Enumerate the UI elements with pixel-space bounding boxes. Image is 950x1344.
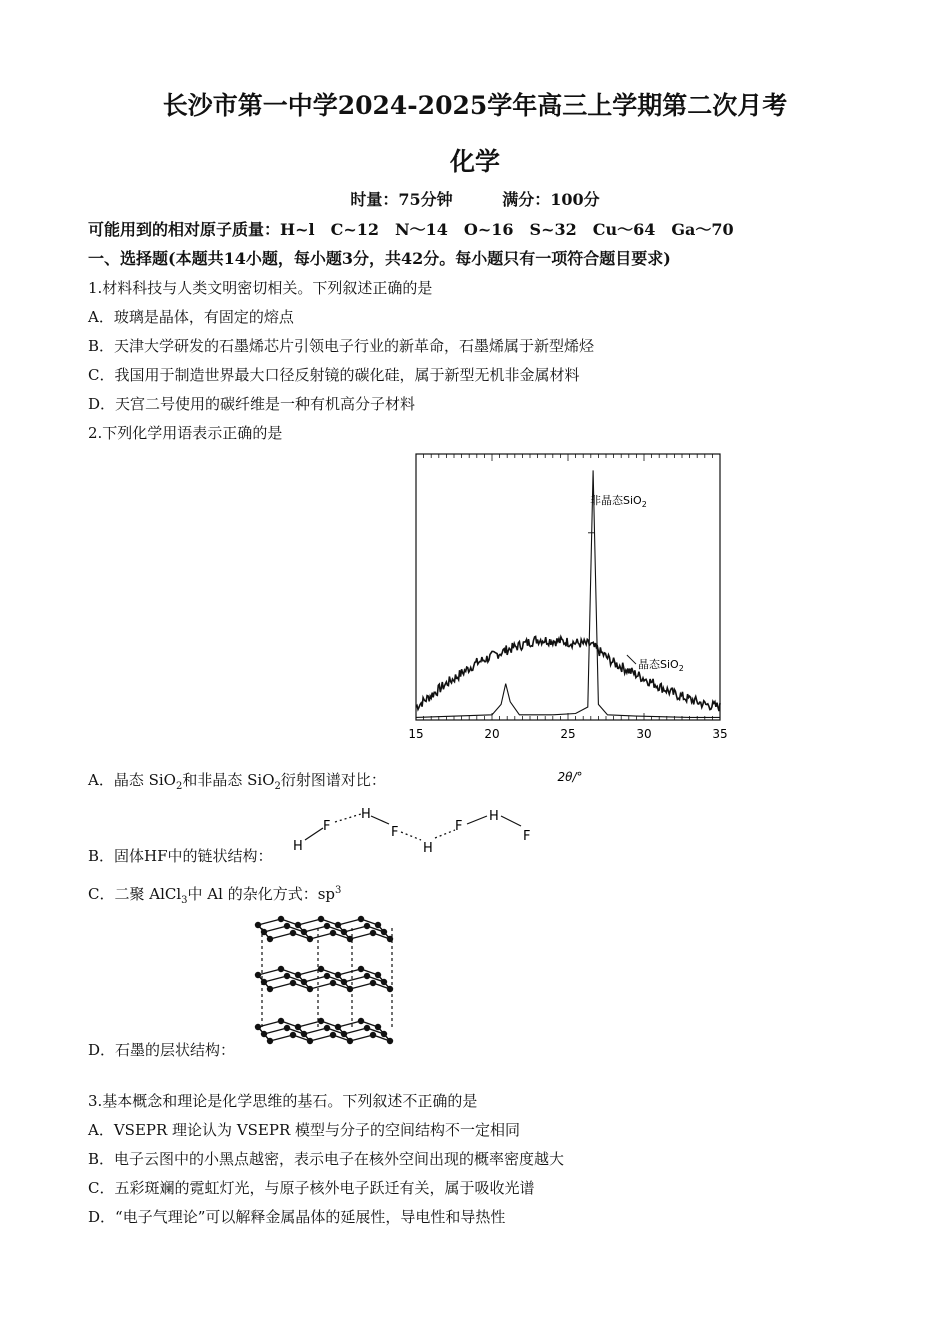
carbon-atom — [295, 1024, 301, 1030]
carbon-atom — [387, 936, 393, 942]
carbon-atom — [267, 936, 273, 942]
c-c-bond — [310, 983, 333, 989]
carbon-atom — [364, 1025, 370, 1031]
hf-atom: H — [423, 841, 433, 856]
carbon-atom — [381, 979, 387, 985]
c-c-bond — [270, 933, 293, 939]
carbon-atom — [278, 1018, 284, 1024]
c-c-bond — [344, 1028, 367, 1034]
carbon-atom — [295, 972, 301, 978]
hf-atom: F — [323, 819, 331, 834]
hf-atom: F — [523, 829, 531, 844]
carbon-atom — [335, 922, 341, 928]
carbon-atom — [318, 1018, 324, 1024]
hf-chain-structure — [285, 800, 545, 860]
carbon-atom — [278, 916, 284, 922]
carbon-atom — [267, 986, 273, 992]
graphite-structure — [240, 906, 405, 1046]
section-heading: 一、选择题(本题共14小题，每小题3分，共42分。每小题只有一项符合题目要求) — [88, 249, 671, 268]
carbon-atom — [318, 916, 324, 922]
carbon-atom — [330, 1032, 336, 1038]
carbon-atom — [347, 1038, 353, 1044]
carbon-atom — [370, 930, 376, 936]
exam-score: 满分：100分 — [502, 190, 600, 209]
carbon-atom — [261, 1031, 267, 1037]
x-tick-label: 20 — [484, 727, 500, 741]
carbon-atom — [370, 980, 376, 986]
q1-option-b: B．天津大学研发的石墨烯芯片引领电子行业的新革命，石墨烯属于新型烯烃 — [88, 337, 595, 355]
q3-stem: 3.基本概念和理论是化学思维的基石。下列叙述不正确的是 — [88, 1092, 478, 1110]
c-c-bond — [258, 919, 281, 925]
xrd-chart — [400, 448, 740, 786]
series-crystal-line — [416, 470, 720, 717]
carbon-atom — [301, 1031, 307, 1037]
carbon-atom — [324, 1025, 330, 1031]
carbon-atom — [324, 973, 330, 979]
c-c-bond — [264, 976, 287, 982]
c-c-bond — [304, 926, 327, 932]
exam-title: 长沙市第一中学2024-2025学年高三上学期第二次月考 — [162, 91, 788, 120]
carbon-atom — [255, 972, 261, 978]
q2-option-d: D．石墨的层状结构： — [88, 1041, 236, 1059]
carbon-atom — [301, 979, 307, 985]
carbon-atom — [335, 1024, 341, 1030]
c-c-bond — [298, 919, 321, 925]
carbon-atom — [364, 923, 370, 929]
c-c-bond — [264, 1028, 287, 1034]
x-tick-label: 25 — [560, 727, 576, 741]
hf-atom: F — [391, 825, 399, 840]
carbon-atom — [375, 922, 381, 928]
q1-option-a: A．玻璃是晶体，有固定的熔点 — [88, 308, 294, 326]
hf-atom: H — [293, 839, 303, 854]
x-tick-label: 30 — [636, 727, 652, 741]
carbon-atom — [341, 979, 347, 985]
hf-atom: F — [455, 819, 463, 834]
carbon-atom — [358, 1018, 364, 1024]
q2-stem: 2.下列化学用语表示正确的是 — [88, 424, 283, 442]
carbon-atom — [255, 1024, 261, 1030]
carbon-atom — [364, 973, 370, 979]
exam-meta — [0, 187, 950, 210]
c-c-bond — [304, 976, 327, 982]
q1-option-d: D．天宫二号使用的碳纤维是一种有机高分子材料 — [88, 395, 416, 413]
label-amorphous: 非晶态SiO$_2$ — [590, 494, 647, 509]
c-c-bond — [338, 919, 361, 925]
plot-frame — [416, 454, 720, 720]
x-tick-label: 15 — [408, 727, 424, 741]
carbon-atom — [284, 1025, 290, 1031]
carbon-atom — [261, 929, 267, 935]
carbon-atom — [370, 1032, 376, 1038]
c-c-bond — [310, 933, 333, 939]
carbon-atom — [358, 966, 364, 972]
carbon-atom — [307, 936, 313, 942]
q1-option-c: C．我国用于制造世界最大口径反射镜的碳化硅，属于新型无机非金属材料 — [88, 366, 580, 384]
c-c-bond — [310, 1035, 333, 1041]
carbon-atom — [387, 986, 393, 992]
x-tick-label: 35 — [712, 727, 728, 741]
chart-marks — [408, 454, 727, 741]
c-c-bond — [350, 983, 373, 989]
c-c-bond — [270, 983, 293, 989]
carbon-atom — [347, 986, 353, 992]
carbon-atom — [307, 1038, 313, 1044]
carbon-atom — [341, 1031, 347, 1037]
q2-option-c: C．二聚 AlCl$_3$中 Al 的杂化方式：$sp^3$ — [88, 885, 342, 906]
carbon-atom — [290, 980, 296, 986]
q1-stem: 1.材料科技与人类文明密切相关。下列叙述正确的是 — [88, 279, 433, 297]
carbon-atom — [358, 916, 364, 922]
c-c-bond — [270, 1035, 293, 1041]
carbon-atom — [284, 973, 290, 979]
carbon-atom — [375, 1024, 381, 1030]
carbon-atom — [295, 922, 301, 928]
carbon-atom — [307, 986, 313, 992]
carbon-atom — [375, 972, 381, 978]
atomic-masses: 可能用到的相对原子质量：H~l C~12 N～14 O~16 S~32 Cu～64 Ga～70 — [88, 220, 734, 239]
carbon-atom — [261, 979, 267, 985]
carbon-atom — [301, 929, 307, 935]
label-leader-crystal — [627, 655, 636, 664]
x-axis-label: 2θ/° — [557, 770, 583, 784]
carbon-atom — [290, 1032, 296, 1038]
carbon-atom — [335, 972, 341, 978]
carbon-atom — [290, 930, 296, 936]
q2-option-b: B．固体HF中的链状结构： — [88, 847, 273, 865]
c-c-bond — [350, 933, 373, 939]
carbon-atom — [347, 936, 353, 942]
c-c-bond — [344, 976, 367, 982]
c-c-bond — [264, 926, 287, 932]
carbon-atom — [330, 930, 336, 936]
label-crystal: 晶态SiO$_2$ — [638, 658, 684, 673]
carbon-atom — [267, 1038, 273, 1044]
q2-option-a: A．晶态 SiO$_2$和非晶态 SiO$_2$衍射图谱对比： — [88, 771, 386, 792]
c-c-bond — [338, 969, 361, 975]
carbon-atom — [284, 923, 290, 929]
subject-title: 化学 — [449, 147, 500, 176]
carbon-atom — [278, 966, 284, 972]
hf-atom: H — [489, 809, 499, 824]
carbon-atom — [341, 929, 347, 935]
carbon-atom — [324, 923, 330, 929]
q3-option-a: A．VSEPR 理论认为 VSEPR 模型与分子的空间结构不一定相同 — [88, 1121, 521, 1139]
q3-option-b: B．电子云图中的小黑点越密，表示电子在核外空间出现的概率密度越大 — [88, 1150, 565, 1168]
c-c-bond — [344, 926, 367, 932]
series-amorphous-line — [416, 637, 720, 712]
exam-time: 时量：75分钟 — [350, 190, 453, 209]
c-c-bond — [350, 1035, 373, 1041]
c-c-bond — [304, 1028, 327, 1034]
carbon-atom — [381, 1031, 387, 1037]
carbon-atom — [318, 966, 324, 972]
hf-atom: H — [361, 807, 371, 822]
carbon-atom — [381, 929, 387, 935]
c-c-bond — [338, 1021, 361, 1027]
carbon-atom — [255, 922, 261, 928]
carbon-atom — [330, 980, 336, 986]
q3-option-d: D．“电子气理论”可以解释金属晶体的延展性，导电性和导热性 — [88, 1208, 506, 1226]
q3-option-c: C．五彩斑斓的霓虹灯光，与原子核外电子跃迁有关，属于吸收光谱 — [88, 1179, 535, 1197]
carbon-atom — [387, 1038, 393, 1044]
